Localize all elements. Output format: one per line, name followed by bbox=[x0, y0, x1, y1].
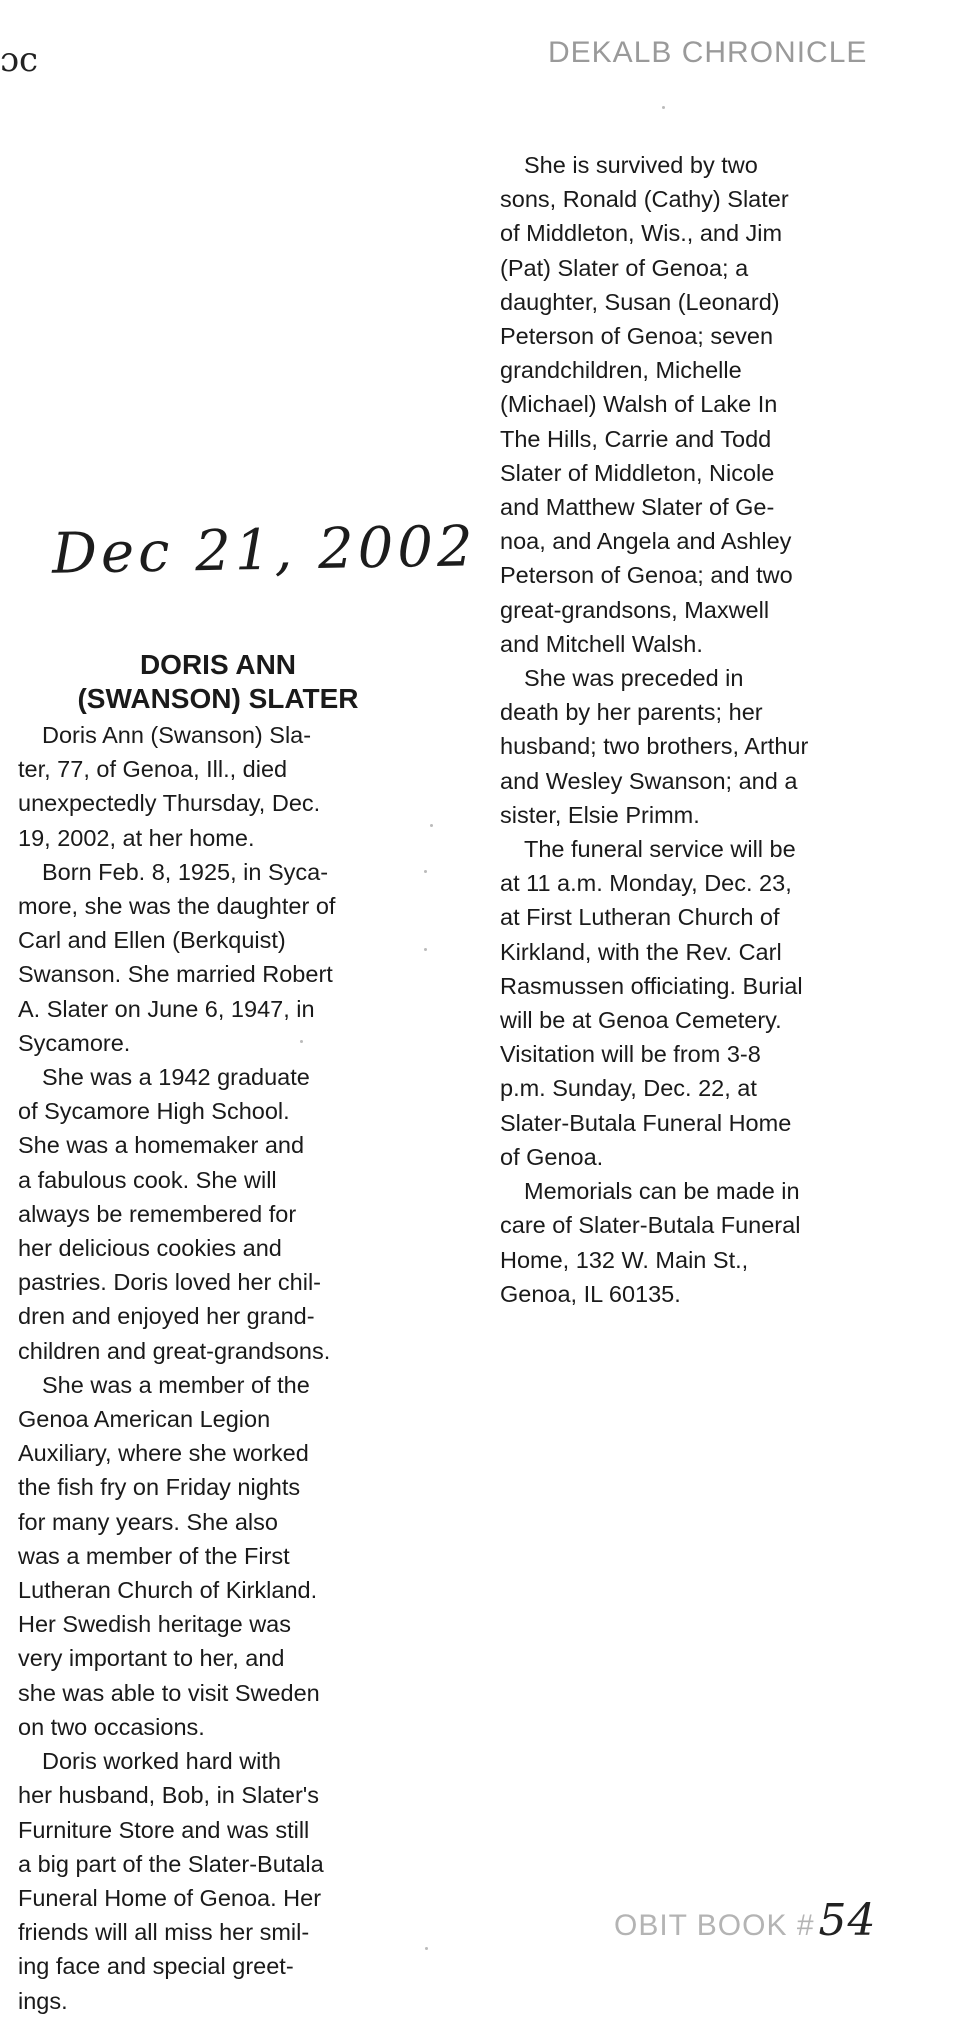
scan-speck bbox=[300, 1040, 303, 1043]
headline-line-2: (SWANSON) SLATER bbox=[77, 683, 359, 714]
scan-speck bbox=[662, 106, 665, 109]
scan-speck bbox=[424, 948, 427, 951]
scan-speck bbox=[425, 1947, 428, 1950]
obit-book-number: 54 bbox=[818, 1895, 877, 1946]
obituary-left-column bbox=[18, 648, 418, 2018]
obituary-paragraph: She was preceded in death by her parents; her husband; two brothers, Arthur and Wesley Swanson; and a sister, Elsie Primm. bbox=[500, 665, 809, 828]
obituary-paragraph: She was a 1942 graduate of Sycamore High School. She was a homemaker and a fabulous cook. She will always be remembered for her delicious cookies and pastries. Doris loved her chil- dren and enjoyed her grand- children and great-grandsons. bbox=[18, 1064, 331, 1364]
newspaper-masthead: DEKALB CHRONICLE bbox=[548, 36, 868, 69]
handwritten-date: Dec 21, 2002 bbox=[51, 514, 478, 587]
scan-speck bbox=[430, 824, 433, 827]
obituary-paragraph: She is survived by two sons, Ronald (Cathy) Slater of Middleton, Wis., and Jim (Pat) Slater of Genoa; a daughter, Susan (Leonard) Peterson of Genoa; seven grandchildren, Michelle (Michael) Walsh of Lake In The Hills, Carrie and Todd Slater of Middleton, Nicole and Matthew Slater of Ge- noa, and Angela and Ashley Peterson of Genoa; and two great-grandsons, Maxwell and Mitchell Walsh. bbox=[500, 152, 793, 657]
obituary-paragraph: She was a member of the Genoa American Legion Auxiliary, where she worked the fish fry on Friday nights for many years. She also was a member of the First Lutheran Church of Kirkland. Her Swedish heritage was very important to her, and she was able to visit Sweden on two occasions. bbox=[18, 1371, 320, 1740]
obituary-right-column bbox=[500, 148, 910, 1311]
obit-book-stamp bbox=[614, 1895, 877, 1946]
obituary-paragraph: Born Feb. 8, 1925, in Syca- more, she was the daughter of Carl and Ellen (Berkquist) Swanson. She married Robert A. Slater on June 6, 1947, in Sycamore. bbox=[18, 858, 336, 1056]
obituary-paragraph: The funeral service will be at 11 a.m. Monday, Dec. 23, at First Lutheran Church of Kirkland, with the Rev. Carl Rasmussen officiating. Burial will be at Genoa Cemetery. Visitation will be from 3-8 p.m. Sunday, Dec. 22, at Slater-Butala Funeral Home of Genoa. bbox=[500, 836, 803, 1170]
scan-speck bbox=[424, 870, 427, 873]
obituary-paragraph: Doris worked hard with her husband, Bob, in Slater's Furniture Store and was still a big part of the Slater-Butala Funeral Home of Genoa. Her friends will all miss her smil- ing face and special greet- ings. bbox=[18, 1748, 324, 2014]
obituary-paragraph: Memorials can be made in care of Slater-Butala Funeral Home, 132 W. Main St., Genoa, IL 60135. bbox=[500, 1178, 801, 1307]
corner-mark: ɔc bbox=[0, 40, 39, 80]
obit-book-label: OBIT BOOK # bbox=[614, 1909, 815, 1942]
headline-line-1: DORIS ANN bbox=[139, 649, 297, 680]
obituary-headline bbox=[18, 648, 418, 716]
obituary-paragraph: Doris Ann (Swanson) Sla- ter, 77, of Genoa, Ill., died unexpectedly Thursday, Dec. 19, 2002, at her home. bbox=[18, 722, 321, 851]
